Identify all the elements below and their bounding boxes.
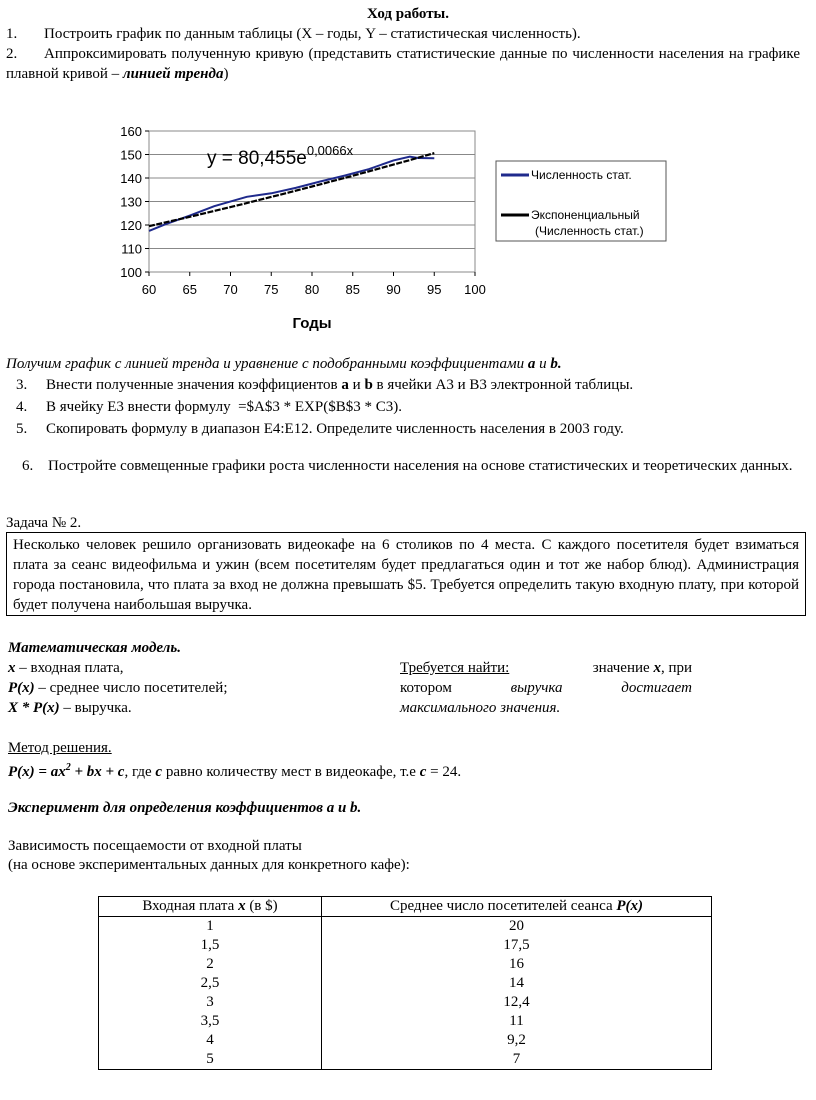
step-tail: в ячейки А3 и В3 электронной таблицы. xyxy=(376,377,634,393)
x-tick-label: 90 xyxy=(386,282,401,297)
experiment-line-2: (на основе экспериментальных данных для конкретного кафе): xyxy=(8,857,410,873)
table-row xyxy=(99,955,712,974)
x-tick-label: 80 xyxy=(304,282,320,297)
model-text: – среднее число посетителей; xyxy=(38,680,228,696)
table-row xyxy=(99,974,712,993)
table-row xyxy=(99,1050,712,1070)
model-line-3 xyxy=(8,698,132,718)
formula-rhs: + bx + c xyxy=(74,764,125,780)
find-block xyxy=(400,658,692,718)
experiment-line-1: Зависимость посещаемости от входной платы xyxy=(8,838,302,854)
y-tick-label: 160 xyxy=(120,124,142,139)
experiment-heading: Эксперимент для определения коэффициентов a и b. xyxy=(8,800,362,816)
cell-fee: 3,5 xyxy=(99,1012,322,1031)
step-number: 5. xyxy=(16,421,28,437)
model-text: – выручка. xyxy=(63,700,132,716)
cell-fee: 4 xyxy=(99,1031,322,1050)
cell-visitors: 20 xyxy=(322,917,712,937)
step-text: Построить график по данным таблицы (X – годы, Y – статистическая численность). xyxy=(44,26,581,42)
coef-a: a xyxy=(527,356,536,372)
cell-visitors: 9,2 xyxy=(322,1031,712,1050)
symbol-x: x xyxy=(8,660,16,676)
table-row xyxy=(99,936,712,955)
y-tick-label: 110 xyxy=(121,241,142,257)
model-text: – входная плата, xyxy=(19,660,124,676)
col-header-fee: Входная плата x (в $) xyxy=(99,897,322,917)
step-text: Аппроксимировать полученную кривую (представить статистические данные по численности населения на графике плавной кривой – xyxy=(6,46,800,82)
step-text: Скопировать формулу в диапазон Е4:Е12. Определите численность населения в 2003 году. xyxy=(46,421,624,437)
step-4 xyxy=(16,397,800,417)
cell-fee: 1,5 xyxy=(99,936,322,955)
table-row xyxy=(99,993,712,1012)
step-number: 1. xyxy=(6,26,18,42)
page-title: Ход работы. xyxy=(366,6,450,22)
step-1 xyxy=(6,24,800,44)
x-axis-label: Годы xyxy=(292,315,332,332)
step-text: Внести полученные значения коэффициентов xyxy=(46,377,338,393)
trend-line-term: линией тренда xyxy=(122,66,224,82)
find-line-1 xyxy=(400,658,692,678)
step-text: Постройте совмещенные графики роста численности населения на основе статистических и теоретических данных. xyxy=(48,458,793,474)
cell-fee: 1 xyxy=(99,917,322,937)
coef-a: a xyxy=(341,377,349,393)
cell-visitors: 14 xyxy=(322,974,712,993)
cell-visitors: 7 xyxy=(322,1050,712,1070)
task-box: Несколько человек решило организовать видеокафе на 6 столиков по 4 места. С каждого посетителя будет взиматься плата за сеанс видеофильма и ужин (всем посетителям будет предлагаться один и тот же набор блюд). Администрация города постановила, что плата за вход не должна превышать $5. Требуется определить такую входную плату, при которой будет получена наибольшая выручка. xyxy=(6,532,806,616)
step-6 xyxy=(16,456,800,476)
model-line-1 xyxy=(8,658,123,678)
y-tick-label: 140 xyxy=(120,171,142,186)
step-3 xyxy=(16,375,800,395)
col-header-visitors: Среднее число посетителей сеанса P(x) xyxy=(322,897,712,917)
method-heading: Метод решения. xyxy=(8,740,112,756)
model-heading: Математическая модель. xyxy=(8,640,181,656)
y-tick-label: 130 xyxy=(120,194,142,210)
cell-fee: 2 xyxy=(99,955,322,974)
table-row xyxy=(99,917,712,937)
x-tick-label: 70 xyxy=(223,282,238,297)
y-tick-label: 150 xyxy=(120,147,142,163)
x-tick-label: 65 xyxy=(182,282,197,297)
method-formula: $P(x) = ax^2$ + bx + c, где c равно количеству мест в видеокафе, т.е c = 24. xyxy=(8,762,462,780)
data-table xyxy=(98,896,712,1070)
step-text: В ячейку Е3 внести формулу =$A$3 * EXP($B$3 * C3). xyxy=(46,399,402,415)
table-row xyxy=(99,1031,712,1050)
table-row xyxy=(99,1012,712,1031)
symbol-px: P(x) xyxy=(8,680,35,696)
model-line-2 xyxy=(8,678,228,698)
cell-fee: 3 xyxy=(99,993,322,1012)
x-axis-ticks xyxy=(142,272,486,297)
legend-label-trend-1: Экспоненциальный xyxy=(531,208,640,222)
x-tick-label: 75 xyxy=(264,282,279,297)
cell-fee: 2,5 xyxy=(99,974,322,993)
y-tick-label: 120 xyxy=(120,218,142,233)
chart-caption xyxy=(6,354,800,374)
find-label: Требуется найти: xyxy=(400,660,510,676)
step-number: 2. xyxy=(6,46,18,62)
x-tick-label: 100 xyxy=(464,282,486,297)
cell-visitors: 11 xyxy=(322,1012,712,1031)
caption-and: и xyxy=(539,356,547,372)
cell-visitors: 12,4 xyxy=(322,993,712,1012)
x-tick-label: 85 xyxy=(345,282,360,297)
coef-b: b xyxy=(364,377,373,393)
coef-b: b. xyxy=(550,356,562,372)
step-5 xyxy=(16,419,800,439)
cell-visitors: 17,5 xyxy=(322,936,712,955)
cell-visitors: 16 xyxy=(322,955,712,974)
step-2 xyxy=(6,44,800,84)
find-line-3: максимального значения. xyxy=(400,700,561,716)
y-axis-ticks xyxy=(120,124,149,280)
find-value: значение x, при xyxy=(592,660,692,676)
step-number: 3. xyxy=(16,377,28,393)
table-header xyxy=(99,897,712,917)
find-line-2: котором выручка достигает xyxy=(400,680,692,696)
formula-sup: 2 xyxy=(65,762,71,773)
y-tick-label: 100 xyxy=(120,265,142,280)
x-tick-label: 60 xyxy=(141,282,157,297)
x-tick-label: 95 xyxy=(427,282,442,297)
step-number: 6. xyxy=(22,458,34,474)
legend-label-stat: Численность стат. xyxy=(531,168,632,182)
step-tail: ) xyxy=(223,66,229,82)
task-title: Задача № 2. xyxy=(6,515,82,531)
population-chart xyxy=(100,118,700,338)
symbol-revenue: X * P(x) xyxy=(8,700,60,716)
formula-lhs: P(x) = ax xyxy=(8,764,66,780)
caption-text: Получим график с линией тренда и уравнение с подобранными коэффициентами xyxy=(6,356,525,372)
cell-fee: 5 xyxy=(99,1050,322,1070)
step-and: и xyxy=(352,377,361,393)
trend-equation: $y = 80,455e^{0,0066x}$ xyxy=(207,143,354,169)
step-number: 4. xyxy=(16,399,28,415)
legend-label-trend-2: (Численность стат.) xyxy=(535,224,644,238)
